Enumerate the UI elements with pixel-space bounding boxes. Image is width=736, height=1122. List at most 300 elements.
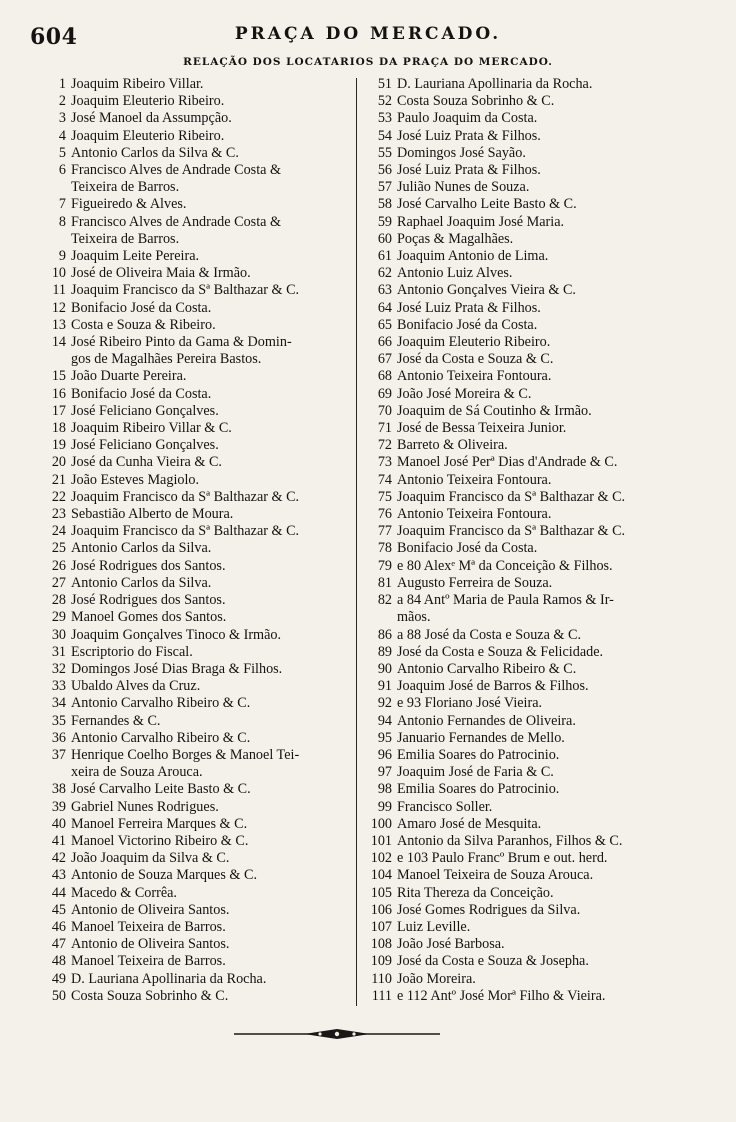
tenant-name: Paulo Joaquim da Costa. — [397, 110, 538, 127]
tenant-name: e 93 Floriano José Vieira. — [397, 695, 543, 712]
stall-number: 68 — [377, 368, 392, 385]
tenant-name: José Gomes Rodrigues da Silva. — [397, 901, 581, 918]
stall-number: 60 — [377, 230, 392, 247]
tenant-name: Domingos José Sayão. — [397, 144, 526, 161]
list-item — [42, 162, 350, 196]
stall-number: 78 — [377, 540, 392, 557]
tenant-name: Joaquim Francisco da Sª Balthazar & C. — [397, 523, 626, 540]
stall-number: 15 — [51, 368, 66, 385]
list-item — [42, 317, 350, 334]
tenant-name: Joaquim Francisco da Sª Balthazar & C. — [71, 282, 300, 299]
tenant-name: Januario Fernandes de Mello. — [397, 729, 565, 746]
tenant-name: a 84 Antº Maria de Paula Ramos & Ir- mãos. — [397, 592, 614, 626]
tenant-name: João José Moreira & C. — [397, 385, 532, 402]
list-item — [364, 145, 702, 162]
stall-number: 9 — [58, 248, 66, 265]
list-item — [364, 472, 702, 489]
stall-number: 73 — [377, 454, 392, 471]
stall-number: 70 — [377, 402, 392, 419]
list-item — [364, 76, 702, 93]
stall-number: 96 — [377, 746, 392, 763]
tenant-name: Antonio Teixeira Fontoura. — [397, 471, 552, 488]
stall-number: 30 — [51, 626, 66, 643]
stall-number: 34 — [51, 695, 66, 712]
tenant-name: Gabriel Nunes Rodrigues. — [71, 798, 219, 815]
list-item — [364, 454, 702, 471]
stall-number: 90 — [377, 660, 392, 677]
list-item — [364, 523, 702, 540]
stall-number: 61 — [377, 248, 392, 265]
tenant-name: José da Cunha Vieira & C. — [71, 454, 222, 471]
stall-number: 71 — [377, 420, 392, 437]
stall-number: 92 — [377, 695, 392, 712]
stall-number: 75 — [377, 488, 392, 505]
tenant-name: Manoel Gomes dos Santos. — [71, 609, 227, 626]
stall-number: 59 — [377, 213, 392, 230]
list-item — [364, 592, 702, 626]
tenant-name: D. Lauriana Apollinaria da Rocha. — [397, 76, 593, 92]
tenant-name: Manoel Ferreira Marques & C. — [71, 815, 248, 832]
stall-number: 44 — [51, 884, 66, 901]
tenant-name: Joaquim José de Faria & C. — [397, 764, 554, 781]
tenant-name: José de Bessa Teixeira Junior. — [397, 420, 567, 437]
tenant-name: Bonifacio José da Costa. — [397, 316, 538, 333]
tenant-name: José Luiz Prata & Filhos. — [397, 299, 541, 316]
list-item — [42, 214, 350, 248]
tenant-name: Rita Thereza da Conceição. — [397, 884, 554, 901]
tenant-name: Antonio da Silva Paranhos, Filhos & C. — [397, 832, 623, 849]
tenant-name: Antonio Carlos da Silva. — [71, 574, 212, 591]
tenant-name: Joaquim Ribeiro Villar. — [71, 76, 204, 92]
list-item — [364, 902, 702, 919]
tenant-name: José Ribeiro Pinto da Gama & Domin- gos de Magalhães Pereira Bastos. — [71, 334, 292, 368]
stall-number: 62 — [377, 265, 392, 282]
tenant-name: Antonio Carlos da Silva & C. — [71, 144, 239, 161]
list-item — [364, 661, 702, 678]
tenant-name: Joaquim Eleuterio Ribeiro. — [71, 93, 225, 110]
stall-number: 46 — [51, 918, 66, 935]
list-item — [364, 695, 702, 712]
list-item — [42, 919, 350, 936]
tenant-name: José da Costa e Souza & Felicidade. — [397, 643, 604, 660]
tenant-name: Antonio Carlos da Silva. — [71, 540, 212, 557]
stall-number: 89 — [377, 643, 392, 660]
tenant-name: João Joaquim da Silva & C. — [71, 850, 230, 867]
column-divider — [356, 78, 357, 1006]
tenant-name: Figueiredo & Alves. — [71, 196, 187, 213]
stall-number: 19 — [51, 437, 66, 454]
list-item — [364, 231, 702, 248]
list-item — [364, 489, 702, 506]
list-item — [364, 833, 702, 850]
stall-number: 1 — [58, 76, 66, 92]
list-item — [42, 936, 350, 953]
tenant-name: Augusto Ferreira de Souza. — [397, 574, 553, 591]
list-item — [364, 816, 702, 833]
list-item — [364, 420, 702, 437]
stall-number: 64 — [377, 299, 392, 316]
tenant-name: José Feliciano Gonçalves. — [71, 437, 219, 454]
stall-number: 40 — [51, 815, 66, 832]
tenant-name: Joaquim Francisco da Sª Balthazar & C. — [71, 488, 300, 505]
list-item — [42, 644, 350, 661]
stall-number: 26 — [51, 557, 66, 574]
stall-number: 38 — [51, 781, 66, 798]
list-item — [42, 145, 350, 162]
tenant-name: Joaquim Francisco da Sª Balthazar & C. — [397, 488, 626, 505]
stall-number: 21 — [51, 471, 66, 488]
list-item — [364, 300, 702, 317]
stall-number: 91 — [377, 678, 392, 695]
list-item — [364, 678, 702, 695]
tenant-name: Fernandes & C. — [71, 712, 161, 729]
stall-number: 36 — [51, 729, 66, 746]
list-item — [42, 403, 350, 420]
list-item — [42, 953, 350, 970]
stall-number: 18 — [51, 420, 66, 437]
tenant-name: Francisco Alves de Andrade Costa & Teixeira de Barros. — [71, 162, 282, 196]
stall-number: 97 — [377, 764, 392, 781]
list-item — [42, 627, 350, 644]
tenant-name: Bonifacio José da Costa. — [71, 299, 212, 316]
tenant-name: Antonio Fernandes de Oliveira. — [397, 712, 576, 729]
stall-number: 4 — [58, 127, 66, 144]
list-item — [364, 110, 702, 127]
stall-number: 107 — [370, 918, 392, 935]
list-item — [42, 885, 350, 902]
list-item — [364, 351, 702, 368]
list-item — [42, 781, 350, 798]
stall-number: 109 — [370, 953, 392, 970]
stall-number: 17 — [51, 402, 66, 419]
list-item — [364, 713, 702, 730]
tenant-name: Antonio Carvalho Ribeiro & C. — [71, 695, 251, 712]
tenant-name: Antonio Teixeira Fontoura. — [397, 506, 552, 523]
list-item — [364, 265, 702, 282]
tenant-name: João José Barbosa. — [397, 936, 505, 953]
list-item — [42, 93, 350, 110]
stall-number: 35 — [51, 712, 66, 729]
list-item — [364, 799, 702, 816]
stall-number: 33 — [51, 678, 66, 695]
tenant-name: Costa Souza Sobrinho & C. — [71, 987, 229, 1004]
list-item — [42, 575, 350, 592]
list-item — [42, 454, 350, 471]
stall-number: 29 — [51, 609, 66, 626]
stall-number: 13 — [51, 316, 66, 333]
stall-number: 53 — [377, 110, 392, 127]
list-item — [42, 833, 350, 850]
list-item — [364, 867, 702, 884]
list-item — [42, 248, 350, 265]
stall-number: 102 — [370, 850, 392, 867]
stall-number: 100 — [370, 815, 392, 832]
stall-number: 16 — [51, 385, 66, 402]
tenant-name: José Feliciano Gonçalves. — [71, 402, 219, 419]
list-item — [42, 420, 350, 437]
list-item — [42, 472, 350, 489]
tenant-name: Emilia Soares do Patrocinio. — [397, 746, 560, 763]
list-item — [364, 575, 702, 592]
tenant-name: Joaquim Francisco da Sª Balthazar & C. — [71, 523, 300, 540]
tenant-name: Manoel Victorino Ribeiro & C. — [71, 832, 249, 849]
stall-number: 39 — [51, 798, 66, 815]
tenant-name: José Carvalho Leite Basto & C. — [397, 196, 577, 213]
page-subtitle: RELAÇÃO DOS LOCATARIOS DA PRAÇA DO MERCADO. — [183, 56, 553, 68]
tenant-name: Emilia Soares do Patrocinio. — [397, 781, 560, 798]
tenant-name: Antonio de Oliveira Santos. — [71, 936, 230, 953]
list-item — [364, 644, 702, 661]
stall-number: 10 — [51, 265, 66, 282]
list-item — [42, 76, 350, 93]
tenant-name: Luiz Leville. — [397, 918, 471, 935]
list-item — [42, 558, 350, 575]
list-item — [42, 816, 350, 833]
list-item — [364, 885, 702, 902]
list-item — [42, 540, 350, 557]
stall-number: 86 — [377, 626, 392, 643]
stall-number: 51 — [377, 76, 392, 92]
left-column — [42, 76, 350, 1016]
list-item — [364, 627, 702, 644]
stall-number: 98 — [377, 781, 392, 798]
list-item — [42, 988, 350, 1005]
list-item — [364, 248, 702, 265]
stall-number: 58 — [377, 196, 392, 213]
stall-number: 94 — [377, 712, 392, 729]
stall-number: 25 — [51, 540, 66, 557]
stall-number: 41 — [51, 832, 66, 849]
list-item — [42, 110, 350, 127]
stall-number: 28 — [51, 592, 66, 609]
tenant-name: José Carvalho Leite Basto & C. — [71, 781, 251, 798]
page-number: 604 — [30, 24, 78, 50]
tenant-name: Costa Souza Sobrinho & C. — [397, 93, 555, 110]
stall-number: 31 — [51, 643, 66, 660]
stall-number: 111 — [371, 987, 392, 1004]
tenant-name: D. Lauriana Apollinaria da Rocha. — [71, 970, 267, 987]
stall-number: 81 — [377, 574, 392, 591]
list-item — [364, 317, 702, 334]
stall-number: 56 — [377, 162, 392, 179]
stall-number: 49 — [51, 970, 66, 987]
list-item — [42, 368, 350, 385]
stall-number: 2 — [58, 93, 66, 110]
stall-number: 50 — [51, 987, 66, 1004]
list-item — [42, 713, 350, 730]
stall-number: 65 — [377, 316, 392, 333]
tenant-name: Sebastião Alberto de Moura. — [71, 506, 234, 523]
stall-number: 82 — [377, 592, 392, 609]
list-item — [42, 489, 350, 506]
list-item — [42, 902, 350, 919]
stall-number: 76 — [377, 506, 392, 523]
stall-number: 43 — [51, 867, 66, 884]
tenant-name: Manoel Teixeira de Barros. — [71, 918, 226, 935]
stall-number: 24 — [51, 523, 66, 540]
stall-number: 54 — [377, 127, 392, 144]
right-column — [364, 76, 702, 1016]
tenant-name: Raphael Joaquim José Maria. — [397, 213, 565, 230]
list-item — [364, 730, 702, 747]
stall-number: 105 — [370, 884, 392, 901]
stall-number: 72 — [377, 437, 392, 454]
tenant-name: Joaquim Ribeiro Villar & C. — [71, 420, 232, 437]
list-item — [42, 695, 350, 712]
tenant-name: João Esteves Magiolo. — [71, 471, 200, 488]
tenant-name: Antonio de Souza Marques & C. — [71, 867, 257, 884]
list-item — [42, 678, 350, 695]
list-item — [364, 368, 702, 385]
stall-number: 14 — [51, 334, 66, 351]
list-item — [364, 93, 702, 110]
list-item — [364, 128, 702, 145]
list-item — [364, 214, 702, 231]
stall-number: 104 — [370, 867, 392, 884]
tenant-name: José Manoel da Assumpção. — [71, 110, 232, 127]
tenant-name: Manoel José Perª Dias d'Andrade & C. — [397, 454, 618, 471]
list-item — [364, 162, 702, 179]
tenant-name: Poças & Magalhães. — [397, 230, 514, 247]
list-item — [42, 730, 350, 747]
ornamental-rule — [234, 1028, 440, 1040]
stall-number: 45 — [51, 901, 66, 918]
list-item — [42, 592, 350, 609]
list-item — [364, 781, 702, 798]
tenant-name: Francisco Alves de Andrade Costa & Teixeira de Barros. — [71, 213, 282, 247]
stall-number: 20 — [51, 454, 66, 471]
stall-number: 69 — [377, 385, 392, 402]
tenant-name: José Rodrigues dos Santos. — [71, 557, 226, 574]
tenant-name: Joaquim Gonçalves Tinoco & Irmão. — [71, 626, 282, 643]
list-item — [364, 334, 702, 351]
stall-number: 42 — [51, 850, 66, 867]
stall-number: 37 — [51, 746, 66, 763]
tenant-name: José Luiz Prata & Filhos. — [397, 127, 541, 144]
list-item — [364, 196, 702, 213]
list-item — [364, 764, 702, 781]
stall-number: 32 — [51, 660, 66, 677]
list-item — [42, 523, 350, 540]
list-item — [42, 850, 350, 867]
list-item — [42, 867, 350, 884]
list-item — [364, 919, 702, 936]
tenant-name: Joaquim Leite Pereira. — [71, 248, 200, 265]
tenant-name: Domingos José Dias Braga & Filhos. — [71, 660, 283, 677]
list-item — [364, 540, 702, 557]
tenant-name: Joaquim de Sá Coutinho & Irmão. — [397, 402, 592, 419]
list-item — [42, 128, 350, 145]
stall-number: 108 — [370, 936, 392, 953]
list-item — [364, 850, 702, 867]
list-item — [42, 661, 350, 678]
tenant-name: Antonio Carvalho Ribeiro & C. — [71, 729, 251, 746]
list-item — [42, 437, 350, 454]
tenant-name: Joaquim Eleuterio Ribeiro. — [71, 127, 225, 144]
tenant-name: e 80 Alexᵉ Mª da Conceição & Filhos. — [397, 557, 613, 574]
list-item — [364, 179, 702, 196]
page-title: PRAÇA DO MERCADO. — [234, 24, 502, 44]
tenant-name: Joaquim José de Barros & Filhos. — [397, 678, 589, 695]
tenant-name: Escriptorio do Fiscal. — [71, 643, 193, 660]
tenant-list — [42, 76, 696, 1016]
stall-number: 6 — [58, 162, 66, 179]
tenant-name: Antonio Luiz Alves. — [397, 265, 513, 282]
list-item — [42, 300, 350, 317]
tenant-name: José Rodrigues dos Santos. — [71, 592, 226, 609]
stall-number: 27 — [51, 574, 66, 591]
stall-number: 74 — [377, 471, 392, 488]
stall-number: 5 — [58, 144, 66, 161]
tenant-name: José de Oliveira Maia & Irmão. — [71, 265, 251, 282]
stall-number: 7 — [58, 196, 66, 213]
tenant-name: Ubaldo Alves da Cruz. — [71, 678, 201, 695]
tenant-name: José da Costa e Souza & Josepha. — [397, 953, 589, 970]
stall-number: 99 — [377, 798, 392, 815]
tenant-name: Macedo & Corrêa. — [71, 884, 177, 901]
list-item — [42, 799, 350, 816]
stall-number: 11 — [52, 282, 66, 299]
list-item — [364, 953, 702, 970]
list-item — [42, 506, 350, 523]
tenant-name: Barreto & Oliveira. — [397, 437, 508, 454]
tenant-name: Manoel Teixeira de Souza Arouca. — [397, 867, 594, 884]
tenant-name: Antonio Gonçalves Vieira & C. — [397, 282, 576, 299]
tenant-name: Antonio de Oliveira Santos. — [71, 901, 230, 918]
tenant-name: João Duarte Pereira. — [71, 368, 187, 385]
list-item — [42, 386, 350, 403]
list-item — [364, 936, 702, 953]
stall-number: 79 — [377, 557, 392, 574]
stall-number: 95 — [377, 729, 392, 746]
stall-number: 48 — [51, 953, 66, 970]
list-item — [42, 609, 350, 626]
stall-number: 22 — [51, 488, 66, 505]
list-item — [42, 196, 350, 213]
list-item — [42, 747, 350, 781]
stall-number: 12 — [51, 299, 66, 316]
stall-number: 55 — [377, 144, 392, 161]
list-item — [364, 558, 702, 575]
stall-number: 3 — [58, 110, 66, 127]
tenant-name: Bonifacio José da Costa. — [71, 385, 212, 402]
tenant-name: Antonio Teixeira Fontoura. — [397, 368, 552, 385]
tenant-name: Amaro José de Mesquita. — [397, 815, 542, 832]
stall-number: 66 — [377, 334, 392, 351]
tenant-name: Costa e Souza & Ribeiro. — [71, 316, 216, 333]
list-item — [364, 747, 702, 764]
list-item — [364, 386, 702, 403]
list-item — [364, 971, 702, 988]
stall-number: 8 — [58, 213, 66, 230]
list-item — [42, 334, 350, 368]
stall-number: 106 — [370, 901, 392, 918]
stall-number: 57 — [377, 179, 392, 196]
stall-number: 47 — [51, 936, 66, 953]
tenant-name: e 103 Paulo Francº Brum e out. herd. — [397, 850, 608, 867]
tenant-name: José da Costa e Souza & C. — [397, 351, 554, 368]
list-item — [364, 403, 702, 420]
list-item — [42, 282, 350, 299]
tenant-name: José Luiz Prata & Filhos. — [397, 162, 541, 179]
stall-number: 67 — [377, 351, 392, 368]
list-item — [42, 971, 350, 988]
tenant-name: Antonio Carvalho Ribeiro & C. — [397, 660, 577, 677]
stall-number: 101 — [370, 832, 392, 849]
tenant-name: a 88 José da Costa e Souza & C. — [397, 626, 582, 643]
tenant-name: Bonifacio José da Costa. — [397, 540, 538, 557]
stall-number: 52 — [377, 93, 392, 110]
